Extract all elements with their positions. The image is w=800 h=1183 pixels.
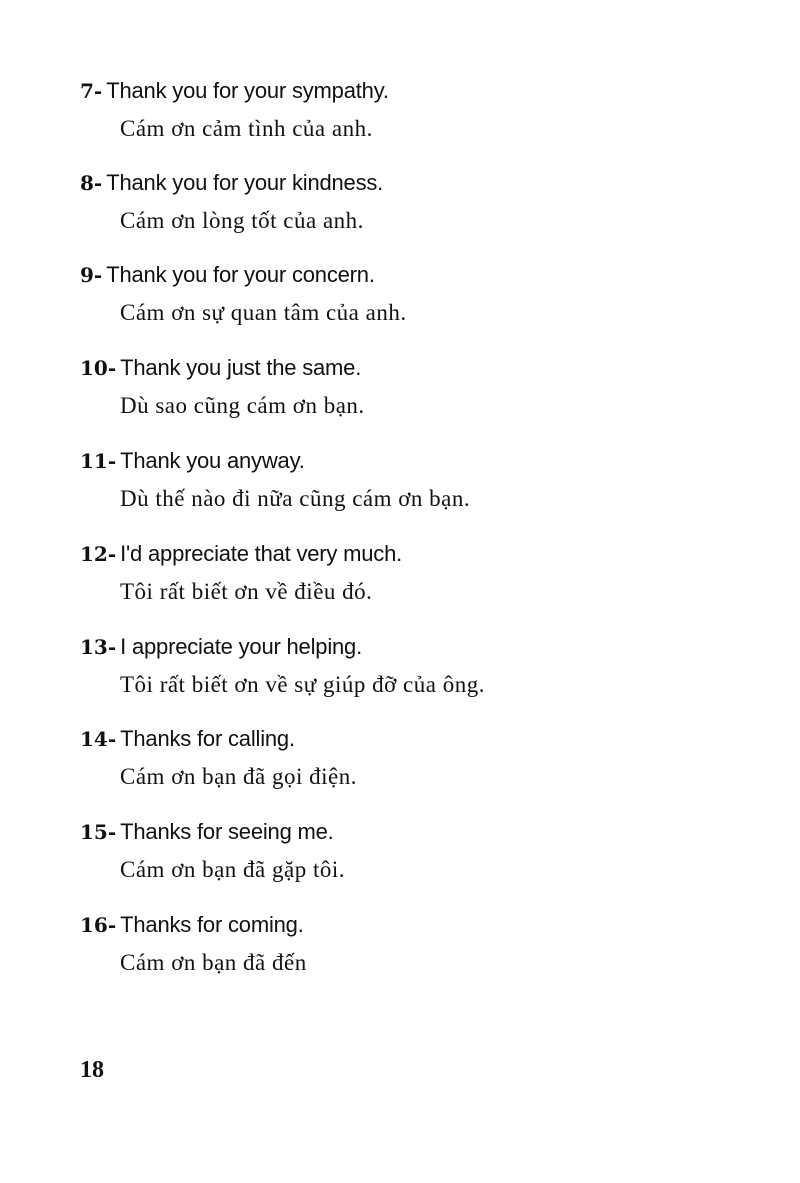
phrase-number: 9-	[80, 263, 103, 287]
english-phrase: Thank you just the same.	[120, 355, 362, 380]
page-number: 18	[80, 1057, 104, 1083]
phrase-number: 8-	[80, 171, 103, 195]
phrase-entry	[80, 355, 760, 419]
vietnamese-translation: Cám ơn bạn đã đến	[120, 950, 307, 975]
english-phrase: Thank you anyway.	[120, 448, 305, 473]
vietnamese-translation: Cám ơn cảm tình của anh.	[120, 116, 373, 141]
phrase-entry	[80, 912, 760, 976]
phrase-entry	[80, 726, 760, 790]
phrase-number: 14-	[80, 727, 117, 751]
phrase-entry	[80, 262, 760, 326]
phrase-number: 12-	[80, 542, 117, 566]
phrase-entry	[80, 78, 760, 142]
english-phrase: Thanks for seeing me.	[120, 819, 334, 844]
vietnamese-translation: Cám ơn bạn đã gặp tôi.	[120, 857, 346, 882]
phrase-entry	[80, 634, 760, 698]
phrase-number: 13-	[80, 635, 117, 659]
vietnamese-translation: Dù sao cũng cám ơn bạn.	[120, 393, 365, 418]
phrase-entry	[80, 448, 760, 512]
vietnamese-translation: Cám ơn lòng tốt của anh.	[120, 208, 364, 233]
english-phrase: I appreciate your helping.	[120, 634, 362, 659]
phrase-entry	[80, 541, 760, 605]
vietnamese-translation: Tôi rất biết ơn về sự giúp đỡ của ông.	[120, 672, 485, 697]
phrase-number: 15-	[80, 820, 117, 844]
phrase-number: 16-	[80, 913, 117, 937]
english-phrase: I'd appreciate that very much.	[120, 541, 403, 566]
english-phrase: Thanks for calling.	[120, 726, 295, 751]
vietnamese-translation: Cám ơn sự quan tâm của anh.	[120, 300, 407, 325]
english-phrase: Thank you for your concern.	[106, 262, 375, 287]
vietnamese-translation: Cám ơn bạn đã gọi điện.	[120, 764, 358, 789]
phrase-number: 10-	[80, 356, 117, 380]
vietnamese-translation: Dù thế nào đi nữa cũng cám ơn bạn.	[120, 486, 471, 511]
phrase-number: 7-	[80, 79, 103, 103]
phrase-number: 11-	[80, 449, 117, 473]
vietnamese-translation: Tôi rất biết ơn về điều đó.	[120, 579, 373, 604]
english-phrase: Thank you for your kindness.	[106, 170, 384, 195]
english-phrase: Thank you for your sympathy.	[106, 78, 389, 103]
english-phrase: Thanks for coming.	[120, 912, 304, 937]
phrase-entry	[80, 170, 760, 234]
phrase-entry	[80, 819, 760, 883]
